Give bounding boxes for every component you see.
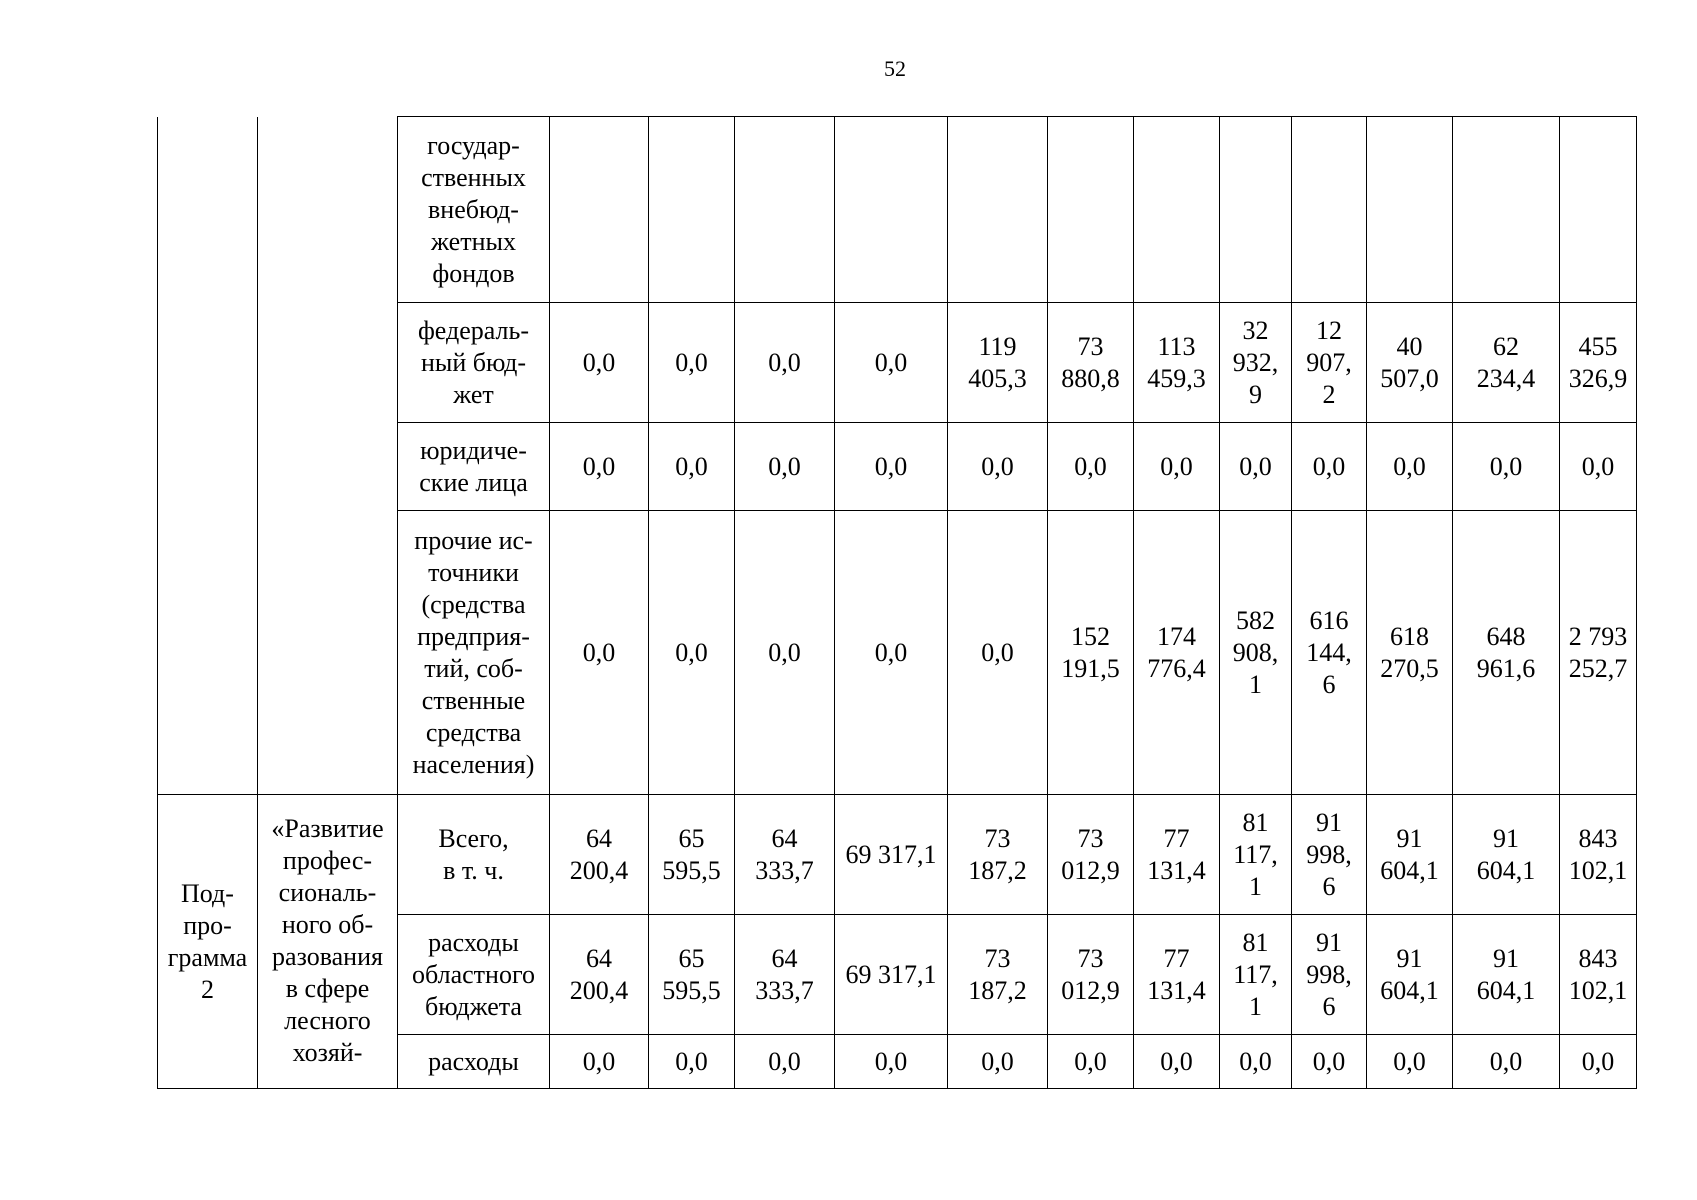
value-cell: 65 595,5 bbox=[649, 915, 735, 1035]
value-cell: 0,0 bbox=[735, 511, 835, 795]
value-cell: 73 187,2 bbox=[948, 795, 1048, 915]
value-cell: 0,0 bbox=[1560, 1035, 1637, 1089]
value-cell: 65 595,5 bbox=[649, 795, 735, 915]
value-cell: 0,0 bbox=[948, 1035, 1048, 1089]
value-cell: 0,0 bbox=[649, 303, 735, 423]
value-cell: 0,0 bbox=[550, 511, 649, 795]
value-cell bbox=[1560, 117, 1637, 303]
value-cell: 0,0 bbox=[649, 423, 735, 511]
value-cell: 618 270,5 bbox=[1367, 511, 1453, 795]
value-cell: 0,0 bbox=[948, 423, 1048, 511]
value-cell: 0,0 bbox=[1048, 423, 1134, 511]
value-cell: 69 317,1 bbox=[835, 915, 948, 1035]
value-cell: 81 117, 1 bbox=[1220, 915, 1292, 1035]
row-label: государ- ственных внебюд- жетных фондов bbox=[398, 117, 550, 303]
row-label: расходы bbox=[398, 1035, 550, 1089]
value-cell: 0,0 bbox=[1134, 423, 1220, 511]
value-cell: 0,0 bbox=[735, 1035, 835, 1089]
row-label: федераль- ный бюд- жет bbox=[398, 303, 550, 423]
value-cell: 77 131,4 bbox=[1134, 915, 1220, 1035]
value-cell: 0,0 bbox=[1220, 423, 1292, 511]
value-cell: 582 908, 1 bbox=[1220, 511, 1292, 795]
value-cell: 0,0 bbox=[1134, 1035, 1220, 1089]
row-label: прочие ис- точники (средства предприя- тий, соб- ственные средства населения) bbox=[398, 511, 550, 795]
value-cell bbox=[1453, 117, 1560, 303]
value-cell: 91 604,1 bbox=[1367, 795, 1453, 915]
value-cell bbox=[1134, 117, 1220, 303]
value-cell: 91 604,1 bbox=[1367, 915, 1453, 1035]
value-cell: 2 793 252,7 bbox=[1560, 511, 1637, 795]
value-cell: 0,0 bbox=[835, 303, 948, 423]
value-cell: 73 187,2 bbox=[948, 915, 1048, 1035]
value-cell bbox=[649, 117, 735, 303]
value-cell: 40 507,0 bbox=[1367, 303, 1453, 423]
value-cell: 64 333,7 bbox=[735, 915, 835, 1035]
value-cell: 0,0 bbox=[1453, 423, 1560, 511]
value-cell: 843 102,1 bbox=[1560, 795, 1637, 915]
value-cell: 0,0 bbox=[1367, 1035, 1453, 1089]
value-cell bbox=[1367, 117, 1453, 303]
value-cell: 91 604,1 bbox=[1453, 795, 1560, 915]
value-cell: 0,0 bbox=[1048, 1035, 1134, 1089]
value-cell: 0,0 bbox=[1560, 423, 1637, 511]
value-cell bbox=[835, 117, 948, 303]
value-cell: 73 012,9 bbox=[1048, 795, 1134, 915]
value-cell bbox=[1220, 117, 1292, 303]
subprogram-label: Под- про- грамма 2 bbox=[158, 795, 258, 1089]
value-cell: 77 131,4 bbox=[1134, 795, 1220, 915]
value-cell: 119 405,3 bbox=[948, 303, 1048, 423]
value-cell: 73 880,8 bbox=[1048, 303, 1134, 423]
value-cell: 0,0 bbox=[550, 423, 649, 511]
value-cell: 616 144, 6 bbox=[1292, 511, 1367, 795]
value-cell: 0,0 bbox=[649, 511, 735, 795]
value-cell: 0,0 bbox=[1453, 1035, 1560, 1089]
row-label: Всего, в т. ч. bbox=[398, 795, 550, 915]
value-cell: 91 998, 6 bbox=[1292, 915, 1367, 1035]
page-number: 52 bbox=[884, 56, 906, 81]
value-cell bbox=[1048, 117, 1134, 303]
value-cell: 0,0 bbox=[1292, 1035, 1367, 1089]
value-cell: 0,0 bbox=[835, 511, 948, 795]
value-cell: 0,0 bbox=[735, 423, 835, 511]
value-cell: 64 200,4 bbox=[550, 915, 649, 1035]
value-cell: 73 012,9 bbox=[1048, 915, 1134, 1035]
value-cell bbox=[948, 117, 1048, 303]
value-cell: 64 333,7 bbox=[735, 795, 835, 915]
empty-cell bbox=[258, 117, 398, 795]
value-cell: 0,0 bbox=[550, 303, 649, 423]
value-cell: 0,0 bbox=[835, 1035, 948, 1089]
value-cell bbox=[735, 117, 835, 303]
value-cell: 455 326,9 bbox=[1560, 303, 1637, 423]
value-cell: 648 961,6 bbox=[1453, 511, 1560, 795]
value-cell: 843 102,1 bbox=[1560, 915, 1637, 1035]
table-row bbox=[158, 117, 1637, 303]
value-cell: 0,0 bbox=[649, 1035, 735, 1089]
value-cell: 0,0 bbox=[550, 1035, 649, 1089]
empty-cell bbox=[158, 117, 258, 795]
subprogram-name: «Развитие профес- сиональ- ного об- разования в сфере лесного хозяй- bbox=[258, 795, 398, 1089]
value-cell bbox=[1292, 117, 1367, 303]
budget-table bbox=[157, 116, 1637, 1089]
value-cell: 81 117, 1 bbox=[1220, 795, 1292, 915]
value-cell: 0,0 bbox=[1220, 1035, 1292, 1089]
value-cell: 0,0 bbox=[735, 303, 835, 423]
value-cell bbox=[550, 117, 649, 303]
value-cell: 91 604,1 bbox=[1453, 915, 1560, 1035]
value-cell: 174 776,4 bbox=[1134, 511, 1220, 795]
value-cell: 91 998, 6 bbox=[1292, 795, 1367, 915]
value-cell: 69 317,1 bbox=[835, 795, 948, 915]
value-cell: 62 234,4 bbox=[1453, 303, 1560, 423]
value-cell: 64 200,4 bbox=[550, 795, 649, 915]
value-cell: 0,0 bbox=[835, 423, 948, 511]
row-label: расходы областного бюджета bbox=[398, 915, 550, 1035]
value-cell: 0,0 bbox=[1292, 423, 1367, 511]
value-cell: 152 191,5 bbox=[1048, 511, 1134, 795]
value-cell: 12 907, 2 bbox=[1292, 303, 1367, 423]
value-cell: 0,0 bbox=[1367, 423, 1453, 511]
value-cell: 0,0 bbox=[948, 511, 1048, 795]
table-row bbox=[158, 795, 1637, 915]
value-cell: 113 459,3 bbox=[1134, 303, 1220, 423]
value-cell: 32 932, 9 bbox=[1220, 303, 1292, 423]
row-label: юридиче- ские лица bbox=[398, 423, 550, 511]
